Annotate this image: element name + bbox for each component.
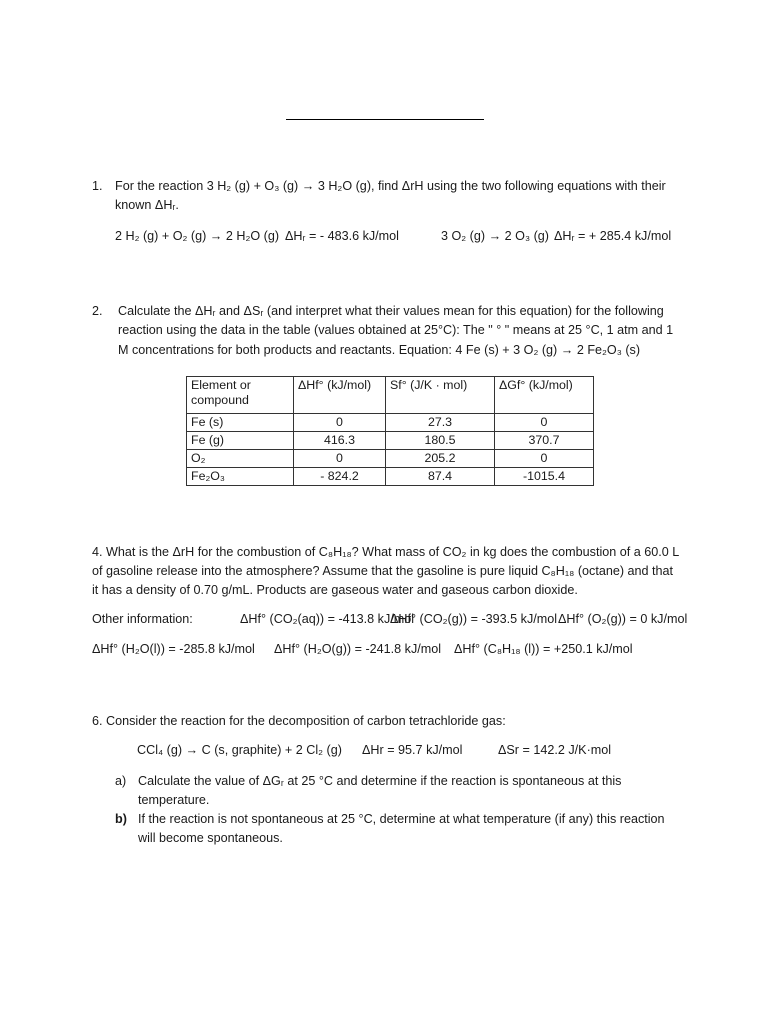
q6b-text-line2: will become spontaneous. <box>138 831 283 845</box>
q1-text-line1: For the reaction 3 H₂ (g) + O₃ (g) → 3 H₂O (g), find ΔrH using the two following equations with their <box>115 179 666 193</box>
table-cell: 0 <box>495 450 594 468</box>
table-row <box>187 414 594 432</box>
q6-equation: CCl₄ (g) → C (s, graphite) + 2 Cl₂ (g) <box>137 743 342 757</box>
table-header-row <box>187 377 594 414</box>
table-cell: -1015.4 <box>495 468 594 486</box>
table-header-cell: ΔHf° (kJ/mol) <box>294 377 386 414</box>
q6a-text-line1: Calculate the value of ΔGᵣ at 25 °C and determine if the reaction is spontaneous at this <box>138 774 622 788</box>
table-cell: 87.4 <box>386 468 495 486</box>
q6-enthalpy: ΔHr = 95.7 kJ/mol <box>362 743 463 757</box>
q4-info-h2o-l: ΔHf° (H₂O(l)) = -285.8 kJ/mol <box>92 642 255 656</box>
q6a-text-line2: temperature. <box>138 793 210 807</box>
table-row <box>187 450 594 468</box>
q6b-text-line1: If the reaction is not spontaneous at 25 °C, determine at what temperature (if any) this reaction <box>138 812 665 826</box>
q4-other-info-label: Other information: <box>92 612 193 626</box>
table-cell: - 824.2 <box>294 468 386 486</box>
title-blank-line <box>286 119 484 120</box>
table-cell: Fe (s) <box>187 414 294 432</box>
q6-entropy: ΔSr = 142.2 J/K·mol <box>498 743 612 757</box>
table-row <box>187 468 594 486</box>
table-cell: 205.2 <box>386 450 495 468</box>
q2-number: 2. <box>92 304 103 318</box>
table-header-cell: ΔGf° (kJ/mol) <box>495 377 594 414</box>
q1-equation1: 2 H₂ (g) + O₂ (g) → 2 H₂O (g) <box>115 229 280 243</box>
q4-info-co2-aq: ΔHf° (CO₂(aq)) = -413.8 kJ/mol <box>240 612 415 626</box>
table-cell: 0 <box>495 414 594 432</box>
table-cell: Fe₂O₃ <box>187 468 294 486</box>
table-header-cell: Sf° (J/K · mol) <box>386 377 495 414</box>
table-cell: 0 <box>294 414 386 432</box>
q2-text-line1: Calculate the ΔHᵣ and ΔSᵣ (and interpret what their values mean for this equation) for the following <box>118 304 664 318</box>
q1-equation2-enthalpy: ΔHᵣ = + 285.4 kJ/mol <box>554 229 672 243</box>
table-cell: 27.3 <box>386 414 495 432</box>
table-header-cell: Element or compound <box>187 377 294 414</box>
q6a-label: a) <box>115 774 127 788</box>
q4-info-h2o-g: ΔHf° (H₂O(g)) = -241.8 kJ/mol <box>274 642 442 656</box>
q1-equation2: 3 O₂ (g) → 2 O₃ (g) <box>441 229 549 243</box>
q1-text-line2: known ΔHᵣ. <box>115 198 179 212</box>
table-cell: 370.7 <box>495 432 594 450</box>
q1-number: 1. <box>92 179 103 193</box>
q6b-label: b) <box>115 812 127 826</box>
q4-info-co2-g: ΔHf° (CO₂(g)) = -393.5 kJ/mol <box>390 612 558 626</box>
q2-text-line2: reaction using the data in the table (values obtained at 25°C): The " ° " means at 25 °C, 1 atm and 1 <box>118 323 674 337</box>
q1-equation1-enthalpy: ΔHᵣ = - 483.6 kJ/mol <box>285 229 399 243</box>
table-cell: Fe (g) <box>187 432 294 450</box>
table-cell: O₂ <box>187 450 294 468</box>
q6-text-line1: 6. Consider the reaction for the decomposition of carbon tetrachloride gas: <box>92 714 506 728</box>
q4-info-o2-g: ΔHf° (O₂(g)) = 0 kJ/mol <box>558 612 688 626</box>
thermo-data-table <box>186 376 594 486</box>
table-cell: 0 <box>294 450 386 468</box>
table-cell: 416.3 <box>294 432 386 450</box>
q4-text-line3: it has a density of 0.70 g/mL. Products are gaseous water and gaseous carbon dioxide. <box>92 583 578 597</box>
table-row <box>187 432 594 450</box>
table-cell: 180.5 <box>386 432 495 450</box>
q4-info-c8h18-l: ΔHf° (C₈H₁₈ (l)) = +250.1 kJ/mol <box>454 642 633 656</box>
q2-text-line3: M concentrations for both products and reactants. Equation: 4 Fe (s) + 3 O₂ (g) → 2 Fe₂O₃ (s) <box>118 343 641 357</box>
q4-text-line2: of gasoline release into the atmosphere? Assume that the gasoline is pure liquid C₈H₁₈ (octane) and that <box>92 564 674 578</box>
q4-text-line1: 4. What is the ΔrH for the combustion of C₈H₁₈? What mass of CO₂ in kg does the combustion of a 60.0 L <box>92 545 680 559</box>
